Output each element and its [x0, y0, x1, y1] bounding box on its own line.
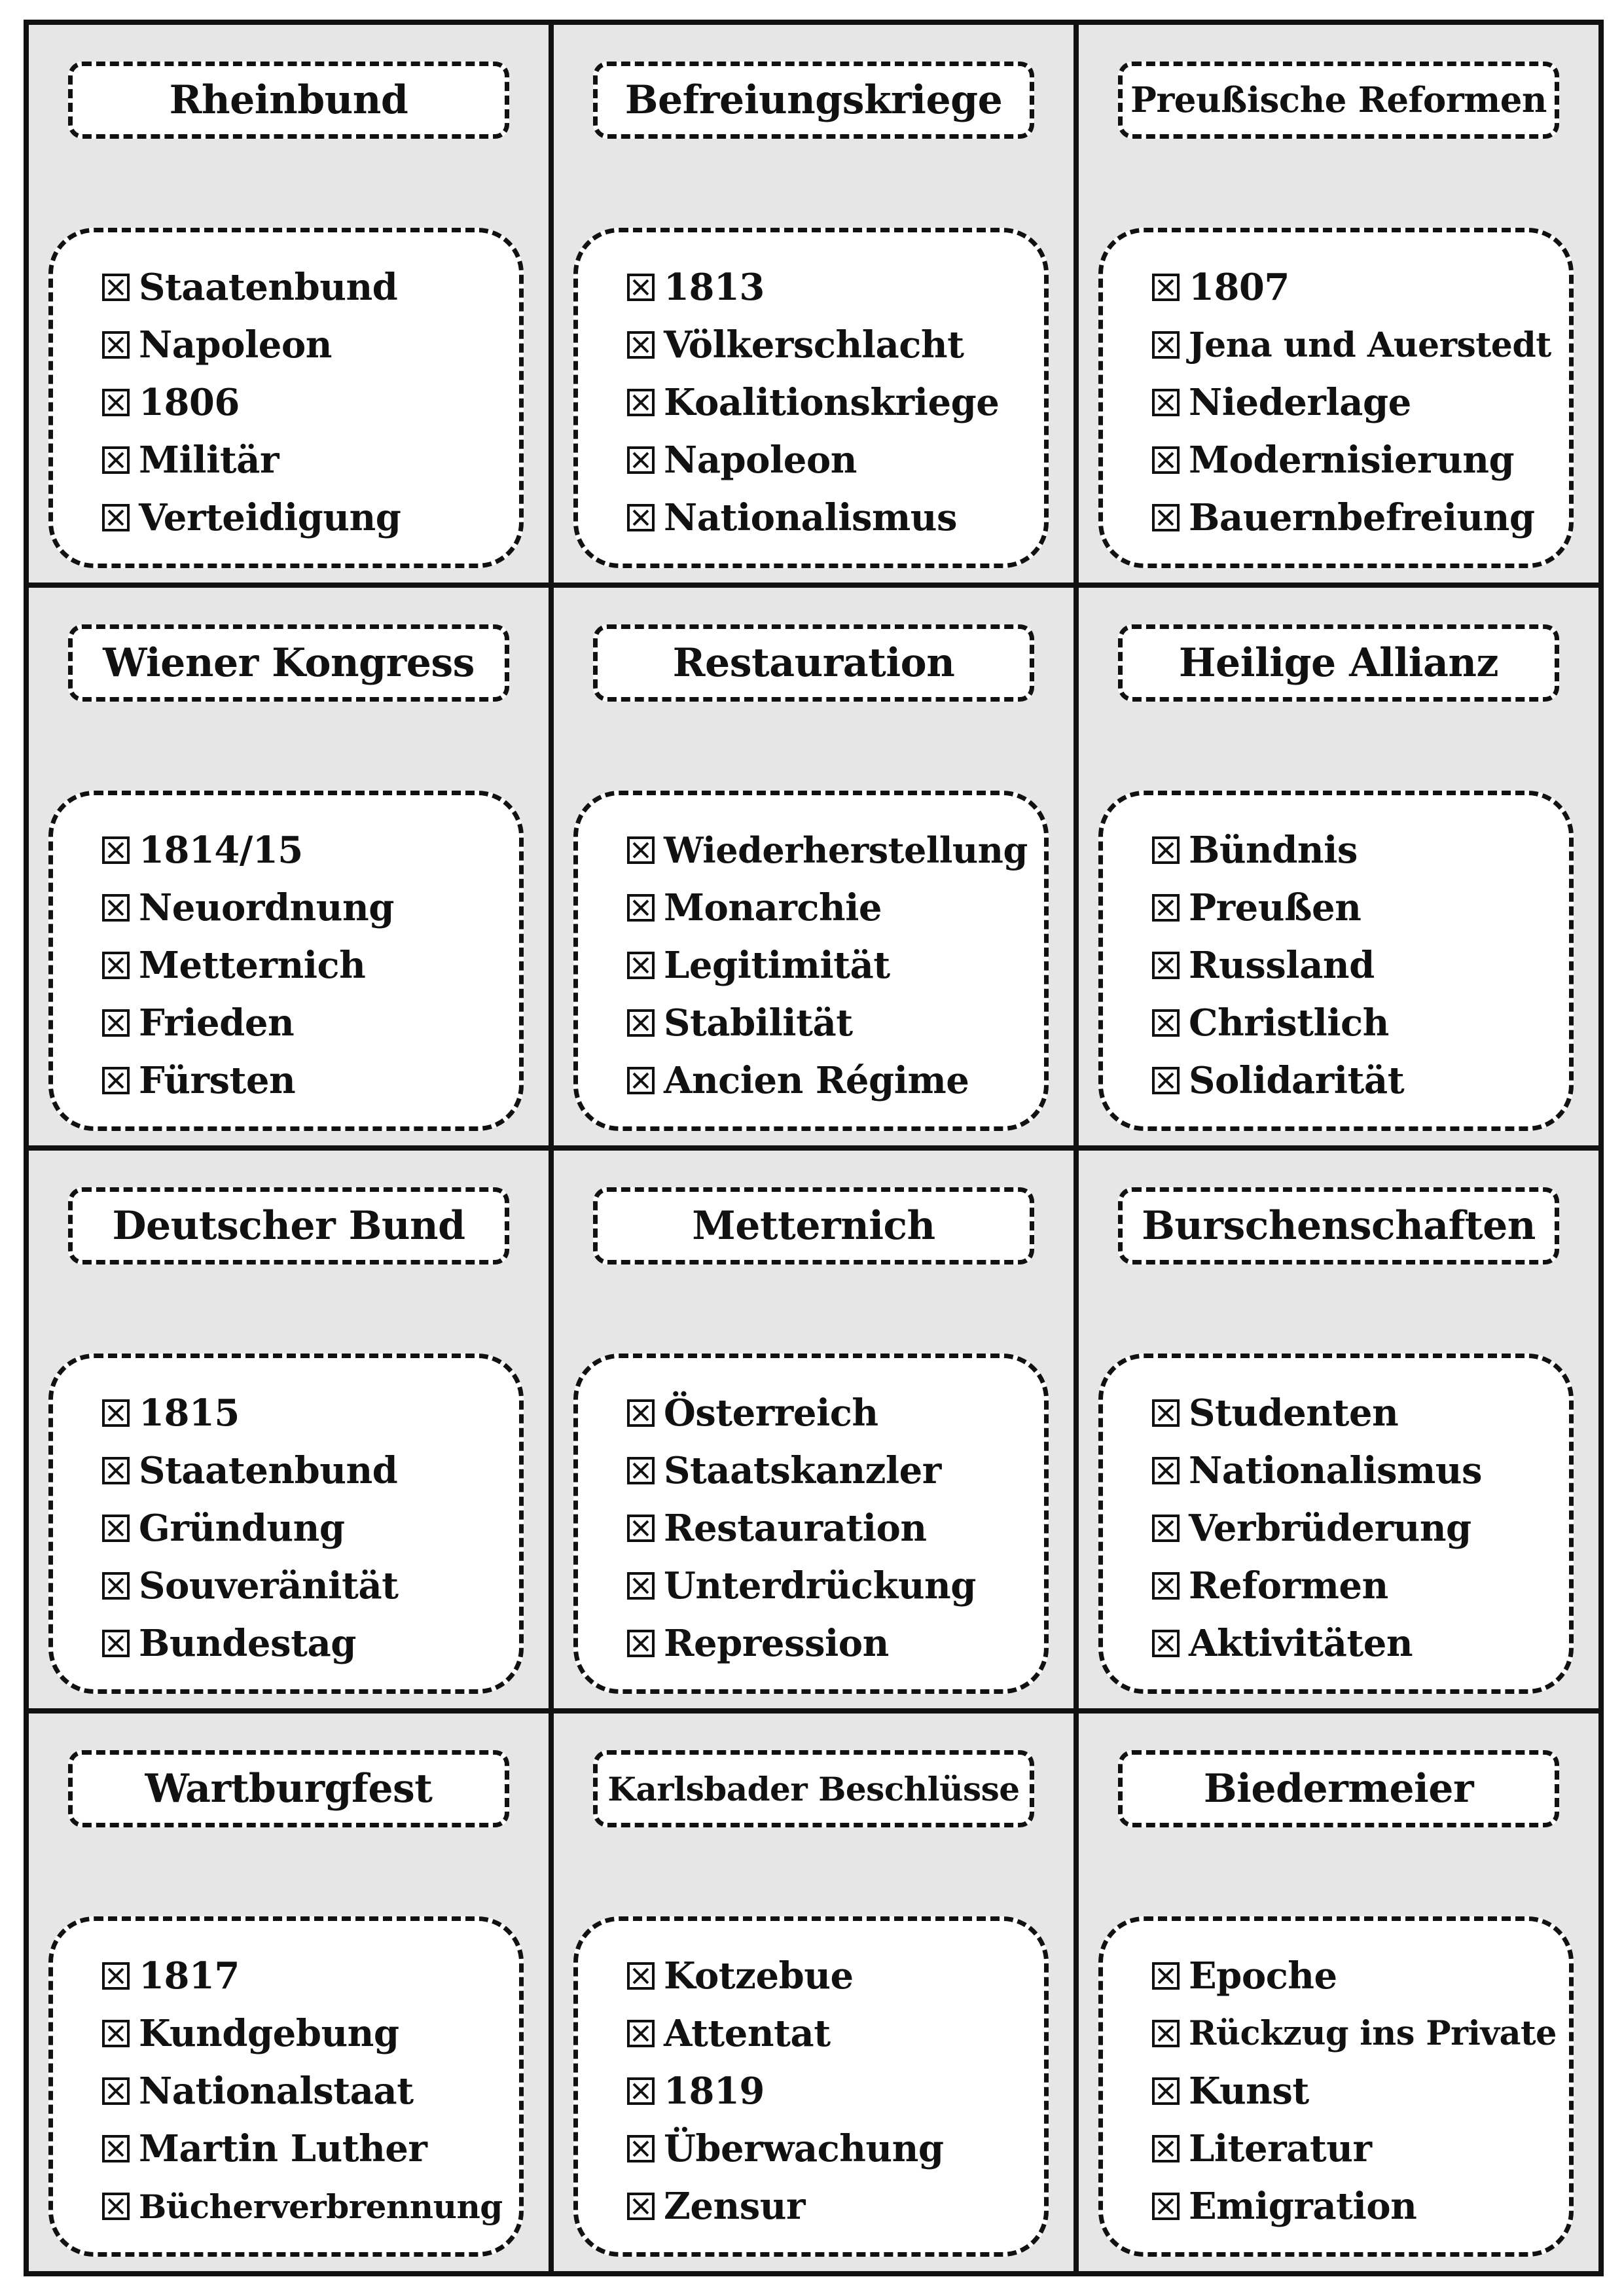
checkbox-crossed-icon	[102, 2077, 130, 2105]
checkbox-crossed-icon	[1152, 389, 1180, 416]
keyword-text: Attentat	[664, 2012, 831, 2055]
keyword-text: Völkerschlacht	[664, 323, 964, 367]
keyword-text: Gründung	[139, 1507, 345, 1550]
keyword-item	[627, 2120, 1044, 2178]
term-title: Burschenschaften	[1142, 1203, 1536, 1249]
checkbox-crossed-icon	[102, 836, 130, 864]
term-card	[554, 1151, 1074, 1708]
keywords-box	[48, 791, 524, 1131]
keyword-text: Bündnis	[1189, 829, 1358, 872]
keyword-item	[102, 1384, 519, 1442]
term-title: Metternich	[692, 1203, 935, 1249]
checkbox-crossed-icon	[102, 1067, 130, 1094]
checkbox-crossed-icon	[102, 1457, 130, 1484]
keyword-list	[627, 259, 1044, 547]
keyword-text: Kotzebue	[664, 1954, 854, 1998]
term-box	[68, 1750, 509, 1827]
keyword-text: Frieden	[139, 1001, 295, 1045]
keyword-list	[1152, 821, 1569, 1109]
checkbox-crossed-icon	[102, 2135, 130, 2162]
checkbox-crossed-icon	[1152, 1457, 1180, 1484]
keywords-box	[1098, 1354, 1574, 1694]
checkbox-crossed-icon	[1152, 1572, 1180, 1600]
keyword-text: Modernisierung	[1189, 439, 1515, 482]
keyword-item	[627, 1442, 1044, 1499]
keyword-list	[627, 1947, 1044, 2235]
keyword-text: Koalitionskriege	[664, 381, 1000, 424]
keyword-text: Nationalismus	[664, 496, 958, 539]
checkbox-crossed-icon	[1152, 1399, 1180, 1427]
keyword-item	[627, 374, 1044, 431]
keyword-item	[102, 259, 519, 316]
keyword-text: Nationalismus	[1189, 1449, 1483, 1492]
term-card	[554, 25, 1074, 583]
keyword-item	[627, 821, 1044, 879]
keyword-item	[1152, 431, 1569, 489]
keyword-text: Napoleon	[664, 439, 857, 482]
checkbox-crossed-icon	[1152, 2135, 1180, 2162]
keyword-item	[102, 1442, 519, 1499]
keyword-item	[102, 1947, 519, 2005]
keyword-item	[1152, 489, 1569, 547]
keyword-item	[627, 1615, 1044, 1672]
keyword-item	[1152, 1052, 1569, 1109]
keyword-text: 1817	[139, 1954, 240, 1998]
term-card	[554, 1713, 1074, 2271]
keyword-item	[627, 2005, 1044, 2062]
keyword-item	[627, 1499, 1044, 1557]
term-card	[29, 1151, 549, 1708]
keyword-item	[627, 1557, 1044, 1615]
keyword-text: Legitimität	[664, 944, 890, 987]
keyword-item	[1152, 2062, 1569, 2120]
keyword-text: Rückzug ins Private	[1189, 2014, 1557, 2053]
keyword-text: Metternich	[139, 944, 366, 987]
term-card	[1079, 25, 1598, 583]
checkbox-crossed-icon	[1152, 1515, 1180, 1542]
keyword-item	[102, 374, 519, 431]
checkbox-crossed-icon	[627, 1399, 655, 1427]
keyword-list	[1152, 259, 1569, 547]
term-card	[29, 588, 549, 1145]
keyword-text: Solidarität	[1189, 1059, 1405, 1102]
keyword-text: Kunst	[1189, 2070, 1309, 2113]
keywords-box	[573, 228, 1049, 568]
keyword-text: Epoche	[1189, 1954, 1337, 1998]
checkbox-crossed-icon	[1152, 274, 1180, 301]
keyword-text: Bauernbefreiung	[1189, 496, 1535, 539]
checkbox-crossed-icon	[102, 389, 130, 416]
keyword-item	[102, 1499, 519, 1557]
term-box	[593, 62, 1034, 139]
keyword-item	[102, 2178, 519, 2235]
keyword-text: Martin Luther	[139, 2127, 427, 2170]
keyword-text: Ancien Régime	[664, 1059, 969, 1102]
term-title: Restauration	[672, 640, 955, 686]
checkbox-crossed-icon	[102, 504, 130, 531]
checkbox-crossed-icon	[627, 504, 655, 531]
checkbox-crossed-icon	[1152, 836, 1180, 864]
keyword-text: Bundestag	[139, 1622, 356, 1665]
term-box	[68, 1187, 509, 1265]
keyword-text: Christlich	[1189, 1001, 1389, 1045]
keyword-item	[102, 2005, 519, 2062]
keyword-text: 1806	[139, 381, 240, 424]
keyword-list	[102, 821, 519, 1109]
checkbox-crossed-icon	[1152, 2077, 1180, 2105]
checkbox-crossed-icon	[102, 894, 130, 922]
checkbox-crossed-icon	[102, 2193, 130, 2220]
keyword-item	[627, 879, 1044, 937]
checkbox-crossed-icon	[627, 2077, 655, 2105]
keyword-text: Repression	[664, 1622, 889, 1665]
keyword-item	[1152, 1557, 1569, 1615]
keyword-item	[1152, 1947, 1569, 2005]
checkbox-crossed-icon	[1152, 331, 1180, 359]
keyword-text: Stabilität	[664, 1001, 853, 1045]
checkbox-crossed-icon	[102, 1962, 130, 1990]
keyword-item	[102, 431, 519, 489]
keyword-text: 1815	[139, 1391, 240, 1435]
checkbox-crossed-icon	[1152, 894, 1180, 922]
checkbox-crossed-icon	[1152, 2193, 1180, 2220]
keyword-item	[1152, 2005, 1569, 2062]
checkbox-crossed-icon	[1152, 446, 1180, 474]
keyword-item	[102, 316, 519, 374]
keyword-text: Literatur	[1189, 2127, 1372, 2170]
term-box	[1118, 62, 1559, 139]
term-card	[1079, 1151, 1598, 1708]
keyword-item	[627, 1384, 1044, 1442]
keyword-item	[1152, 374, 1569, 431]
checkbox-crossed-icon	[627, 2135, 655, 2162]
term-card	[29, 1713, 549, 2271]
checkbox-crossed-icon	[102, 952, 130, 979]
checkbox-crossed-icon	[1152, 1067, 1180, 1094]
checkbox-crossed-icon	[627, 274, 655, 301]
keyword-text: 1819	[664, 2070, 765, 2113]
keyword-item	[627, 1947, 1044, 2005]
keyword-text: Verteidigung	[139, 496, 401, 539]
keyword-text: Souveränität	[139, 1564, 399, 1607]
checkbox-crossed-icon	[102, 1572, 130, 1600]
term-title: Heilige Allianz	[1178, 640, 1499, 686]
keyword-item	[627, 2178, 1044, 2235]
keywords-box	[573, 1916, 1049, 2257]
keyword-text: Monarchie	[664, 886, 882, 929]
keyword-item	[1152, 1615, 1569, 1672]
keyword-list	[627, 1384, 1044, 1672]
term-box	[593, 1750, 1034, 1827]
keyword-text: Wiederherstellung	[664, 829, 1028, 871]
keyword-text: 1813	[664, 266, 765, 309]
keyword-item	[1152, 821, 1569, 879]
checkbox-crossed-icon	[627, 1457, 655, 1484]
keyword-item	[1152, 259, 1569, 316]
keyword-item	[627, 316, 1044, 374]
keyword-text: Aktivitäten	[1189, 1622, 1413, 1665]
keyword-text: 1814/15	[139, 829, 303, 872]
keyword-item	[1152, 2120, 1569, 2178]
checkbox-crossed-icon	[102, 2020, 130, 2047]
term-box	[1118, 624, 1559, 702]
keyword-item	[102, 937, 519, 994]
keyword-item	[102, 2120, 519, 2178]
keyword-item	[627, 1052, 1044, 1109]
keywords-box	[1098, 1916, 1574, 2257]
keyword-text: Unterdrückung	[664, 1564, 976, 1607]
keyword-item	[627, 994, 1044, 1052]
checkbox-crossed-icon	[102, 1009, 130, 1037]
keyword-text: Russland	[1189, 944, 1375, 987]
term-card	[1079, 1713, 1598, 2271]
checkbox-crossed-icon	[102, 1399, 130, 1427]
checkbox-crossed-icon	[627, 331, 655, 359]
term-title: Befreiungskriege	[624, 77, 1003, 123]
checkbox-crossed-icon	[627, 2193, 655, 2220]
checkbox-crossed-icon	[102, 446, 130, 474]
keyword-text: Nationalstaat	[139, 2070, 414, 2113]
term-title: Preußische Reformen	[1130, 80, 1547, 120]
term-card	[1079, 588, 1598, 1145]
keyword-text: Zensur	[664, 2185, 805, 2228]
checkbox-crossed-icon	[627, 836, 655, 864]
checkbox-crossed-icon	[102, 1515, 130, 1542]
checkbox-crossed-icon	[102, 1630, 130, 1657]
checkbox-crossed-icon	[627, 1630, 655, 1657]
term-box	[68, 624, 509, 702]
keyword-text: Reformen	[1189, 1564, 1388, 1607]
keyword-text: Kundgebung	[139, 2012, 399, 2055]
keywords-box	[1098, 228, 1574, 568]
keyword-item	[1152, 1499, 1569, 1557]
checkbox-crossed-icon	[627, 1572, 655, 1600]
keyword-text: Staatskanzler	[664, 1449, 941, 1492]
keyword-text: Neuordnung	[139, 886, 394, 929]
keyword-item	[102, 2062, 519, 2120]
keyword-item	[627, 259, 1044, 316]
term-box	[593, 1187, 1034, 1265]
keyword-text: Militär	[139, 439, 279, 482]
checkbox-crossed-icon	[627, 1009, 655, 1037]
keyword-list	[627, 821, 1044, 1109]
keyword-item	[1152, 2178, 1569, 2235]
keyword-list	[102, 259, 519, 547]
term-title: Rheinbund	[169, 77, 408, 123]
term-box	[593, 624, 1034, 702]
keyword-text: Niederlage	[1189, 381, 1411, 424]
checkbox-crossed-icon	[1152, 952, 1180, 979]
card-sheet	[24, 20, 1604, 2276]
checkbox-crossed-icon	[1152, 1962, 1180, 1990]
checkbox-crossed-icon	[1152, 1630, 1180, 1657]
keyword-text: Studenten	[1189, 1391, 1399, 1435]
checkbox-crossed-icon	[627, 952, 655, 979]
keyword-item	[102, 1557, 519, 1615]
checkbox-crossed-icon	[627, 1067, 655, 1094]
keywords-box	[1098, 791, 1574, 1131]
checkbox-crossed-icon	[627, 2020, 655, 2047]
keyword-item	[1152, 1384, 1569, 1442]
keyword-item	[102, 821, 519, 879]
keyword-text: Jena und Auerstedt	[1189, 325, 1551, 365]
term-title: Deutscher Bund	[112, 1203, 465, 1249]
term-card	[554, 588, 1074, 1145]
keywords-box	[573, 1354, 1049, 1694]
keyword-item	[627, 489, 1044, 547]
checkbox-crossed-icon	[627, 1515, 655, 1542]
keyword-item	[627, 937, 1044, 994]
keyword-item	[102, 994, 519, 1052]
term-title: Karlsbader Beschlüsse	[607, 1769, 1020, 1808]
keyword-item	[102, 1615, 519, 1672]
keywords-box	[48, 1354, 524, 1694]
keywords-box	[573, 791, 1049, 1131]
term-title: Wiener Kongress	[103, 640, 475, 686]
checkbox-crossed-icon	[627, 1962, 655, 1990]
term-title: Biedermeier	[1203, 1766, 1474, 1812]
keyword-item	[1152, 316, 1569, 374]
keyword-item	[627, 2062, 1044, 2120]
checkbox-crossed-icon	[627, 894, 655, 922]
keyword-item	[1152, 1442, 1569, 1499]
keyword-text: Österreich	[664, 1391, 878, 1435]
checkbox-crossed-icon	[102, 274, 130, 301]
term-box	[1118, 1750, 1559, 1827]
keyword-text: 1807	[1189, 266, 1290, 309]
checkbox-crossed-icon	[1152, 504, 1180, 531]
term-title: Wartburgfest	[145, 1766, 433, 1812]
keyword-text: Staatenbund	[139, 1449, 398, 1492]
keyword-item	[102, 879, 519, 937]
checkbox-crossed-icon	[102, 331, 130, 359]
keyword-text: Überwachung	[664, 2127, 944, 2170]
checkbox-crossed-icon	[627, 446, 655, 474]
term-box	[68, 62, 509, 139]
keyword-item	[102, 489, 519, 547]
keyword-text: Verbrüderung	[1189, 1507, 1471, 1550]
keyword-text: Fürsten	[139, 1059, 296, 1102]
keyword-text: Staatenbund	[139, 266, 398, 309]
keyword-text: Bücherverbrennung	[139, 2187, 503, 2226]
keyword-item	[102, 1052, 519, 1109]
keywords-box	[48, 228, 524, 568]
keyword-item	[1152, 879, 1569, 937]
term-card	[29, 25, 549, 583]
keyword-list	[102, 1384, 519, 1672]
keyword-item	[1152, 937, 1569, 994]
keyword-list	[102, 1947, 519, 2235]
keyword-text: Napoleon	[139, 323, 332, 367]
checkbox-crossed-icon	[1152, 1009, 1180, 1037]
checkbox-crossed-icon	[1152, 2020, 1180, 2047]
checkbox-crossed-icon	[627, 389, 655, 416]
keyword-list	[1152, 1947, 1569, 2235]
term-box	[1118, 1187, 1559, 1265]
keyword-item	[627, 431, 1044, 489]
keyword-list	[1152, 1384, 1569, 1672]
keyword-text: Emigration	[1189, 2185, 1417, 2228]
keyword-text: Restauration	[664, 1507, 927, 1550]
keywords-box	[48, 1916, 524, 2257]
keyword-text: Preußen	[1189, 886, 1362, 929]
keyword-item	[1152, 994, 1569, 1052]
